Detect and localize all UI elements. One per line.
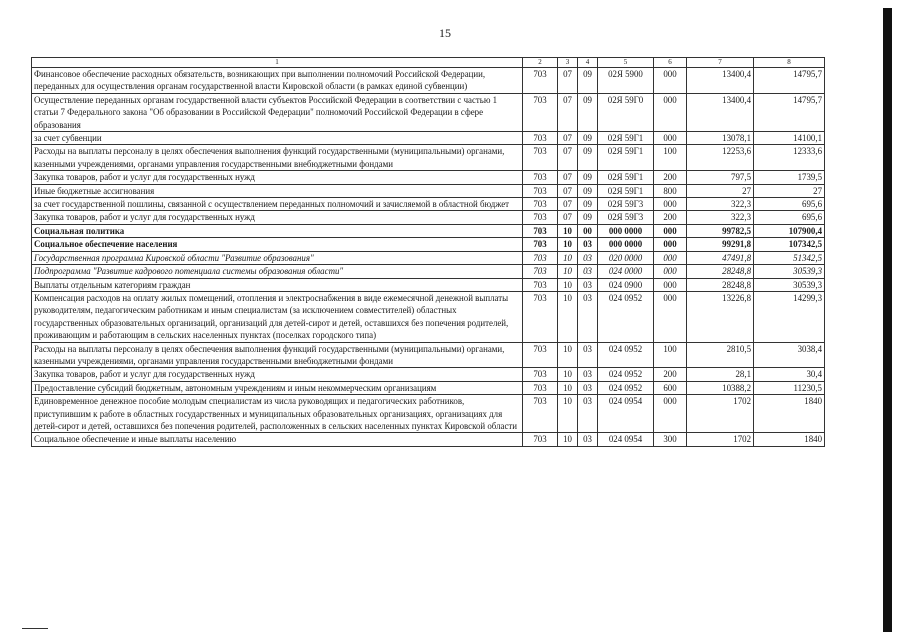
amount-cell: 13400,4 <box>687 93 754 131</box>
target-article-cell: 024 0952 <box>598 368 654 381</box>
target-article-cell: 024 0954 <box>598 433 654 446</box>
code-cell: 703 <box>523 395 558 433</box>
target-article-cell: 024 0952 <box>598 291 654 342</box>
amount-cell: 12333,6 <box>754 145 825 171</box>
amount-cell: 47491,8 <box>687 251 754 264</box>
expense-type-cell: 000 <box>654 238 687 251</box>
row-name-cell: Единовременное денежное пособие молодым специалистам из числа руководящих и педагогических работников, приступившим к работе в областных государственных и муниципальных образовательных организациях, организациях для детей-сирот и детей, оставшихся без попечения родителей, расположенных в сельских населенных пунктах Кировской области <box>32 395 523 433</box>
subsection-cell: 03 <box>578 395 598 433</box>
expense-type-cell: 000 <box>654 291 687 342</box>
expense-type-cell: 200 <box>654 368 687 381</box>
row-name-cell: Социальное обеспечение населения <box>32 238 523 251</box>
amount-cell: 3038,4 <box>754 342 825 368</box>
header-cell: 7 <box>687 58 754 68</box>
target-article-cell: 02Я 5900 <box>598 68 654 94</box>
table-row <box>32 211 825 224</box>
row-name-cell: Подпрограмма "Развитие кадрового потенциала системы образования области" <box>32 265 523 278</box>
amount-cell: 27 <box>687 184 754 197</box>
page-number: 15 <box>439 26 451 40</box>
section-cell: 07 <box>558 198 578 211</box>
code-cell: 703 <box>523 145 558 171</box>
header-cell: 5 <box>598 58 654 68</box>
table-row <box>32 368 825 381</box>
amount-cell: 28248,8 <box>687 278 754 291</box>
code-cell: 703 <box>523 238 558 251</box>
code-cell: 703 <box>523 433 558 446</box>
row-name-cell: Предоставление субсидий бюджетным, автономным учреждениям и иным некоммерческим организациям <box>32 381 523 394</box>
code-cell: 703 <box>523 251 558 264</box>
header-cell: 2 <box>523 58 558 68</box>
amount-cell: 51342,5 <box>754 251 825 264</box>
target-article-cell: 024 0952 <box>598 342 654 368</box>
section-cell: 10 <box>558 251 578 264</box>
amount-cell: 14795,7 <box>754 93 825 131</box>
amount-cell: 13226,8 <box>687 291 754 342</box>
subsection-cell: 09 <box>578 184 598 197</box>
expense-type-cell: 300 <box>654 433 687 446</box>
table-row <box>32 342 825 368</box>
table-row <box>32 198 825 211</box>
amount-cell: 1702 <box>687 395 754 433</box>
amount-cell: 10388,2 <box>687 381 754 394</box>
table-row <box>32 238 825 251</box>
subsection-cell: 03 <box>578 342 598 368</box>
header-cell: 8 <box>754 58 825 68</box>
header-cell: 1 <box>32 58 523 68</box>
subsection-cell: 03 <box>578 368 598 381</box>
table-row <box>32 278 825 291</box>
budget-table <box>31 57 825 447</box>
amount-cell: 14795,7 <box>754 68 825 94</box>
target-article-cell: 024 0000 <box>598 265 654 278</box>
expense-type-cell: 800 <box>654 184 687 197</box>
table-row <box>32 291 825 342</box>
amount-cell: 99782,5 <box>687 224 754 237</box>
table-row <box>32 184 825 197</box>
amount-cell: 695,6 <box>754 211 825 224</box>
amount-cell: 30,4 <box>754 368 825 381</box>
section-cell: 10 <box>558 265 578 278</box>
row-name-cell: Выплаты отдельным категориям граждан <box>32 278 523 291</box>
table-row <box>32 251 825 264</box>
expense-type-cell: 200 <box>654 171 687 184</box>
header-cell: 4 <box>578 58 598 68</box>
code-cell: 703 <box>523 265 558 278</box>
code-cell: 703 <box>523 93 558 131</box>
subsection-cell: 09 <box>578 198 598 211</box>
amount-cell: 2810,5 <box>687 342 754 368</box>
section-cell: 10 <box>558 278 578 291</box>
expense-type-cell: 000 <box>654 68 687 94</box>
subsection-cell: 03 <box>578 433 598 446</box>
amount-cell: 13400,4 <box>687 68 754 94</box>
section-cell: 07 <box>558 184 578 197</box>
subsection-cell: 09 <box>578 145 598 171</box>
section-cell: 10 <box>558 238 578 251</box>
amount-cell: 322,3 <box>687 211 754 224</box>
footer-mark <box>22 628 48 629</box>
table-row <box>32 433 825 446</box>
amount-cell: 695,6 <box>754 198 825 211</box>
code-cell: 703 <box>523 184 558 197</box>
target-article-cell: 020 0000 <box>598 251 654 264</box>
expense-type-cell: 200 <box>654 211 687 224</box>
table-row <box>32 145 825 171</box>
row-name-cell: Иные бюджетные ассигнования <box>32 184 523 197</box>
amount-cell: 1840 <box>754 395 825 433</box>
table-body <box>32 68 825 447</box>
code-cell: 703 <box>523 342 558 368</box>
table-row <box>32 171 825 184</box>
expense-type-cell: 100 <box>654 342 687 368</box>
table-row <box>32 132 825 145</box>
section-cell: 07 <box>558 211 578 224</box>
row-name-cell: Закупка товаров, работ и услуг для государственных нужд <box>32 368 523 381</box>
section-cell: 10 <box>558 342 578 368</box>
code-cell: 703 <box>523 211 558 224</box>
expense-type-cell: 000 <box>654 278 687 291</box>
expense-type-cell: 000 <box>654 93 687 131</box>
row-name-cell: за счет субвенции <box>32 132 523 145</box>
row-name-cell: Социальная политика <box>32 224 523 237</box>
subsection-cell: 03 <box>578 265 598 278</box>
table-row <box>32 265 825 278</box>
row-name-cell: Закупка товаров, работ и услуг для государственных нужд <box>32 171 523 184</box>
subsection-cell: 09 <box>578 68 598 94</box>
expense-type-cell: 000 <box>654 224 687 237</box>
row-name-cell: Финансовое обеспечение расходных обязательств, возникающих при выполнении полномочий Российской Федерации, переданных для осуществления органам государственной власти Кировской области (в рамках единой субвенции) <box>32 68 523 94</box>
amount-cell: 107900,4 <box>754 224 825 237</box>
section-cell: 10 <box>558 433 578 446</box>
table-row <box>32 68 825 94</box>
amount-cell: 30539,3 <box>754 265 825 278</box>
expense-type-cell: 000 <box>654 395 687 433</box>
section-cell: 10 <box>558 381 578 394</box>
expense-type-cell: 000 <box>654 251 687 264</box>
amount-cell: 13078,1 <box>687 132 754 145</box>
header-cell: 6 <box>654 58 687 68</box>
section-cell: 07 <box>558 68 578 94</box>
row-name-cell: Закупка товаров, работ и услуг для государственных нужд <box>32 211 523 224</box>
subsection-cell: 09 <box>578 171 598 184</box>
subsection-cell: 03 <box>578 291 598 342</box>
code-cell: 703 <box>523 198 558 211</box>
header-row <box>32 58 825 68</box>
subsection-cell: 09 <box>578 93 598 131</box>
amount-cell: 1702 <box>687 433 754 446</box>
amount-cell: 99291,8 <box>687 238 754 251</box>
amount-cell: 797,5 <box>687 171 754 184</box>
code-cell: 703 <box>523 68 558 94</box>
amount-cell: 14299,3 <box>754 291 825 342</box>
subsection-cell: 03 <box>578 238 598 251</box>
expense-type-cell: 000 <box>654 198 687 211</box>
row-name-cell: Расходы на выплаты персоналу в целях обеспечения выполнения функций государственными (муниципальными) органами, казенными учреждениями, органами управления государственными внебюджетными фондами <box>32 342 523 368</box>
amount-cell: 12253,6 <box>687 145 754 171</box>
target-article-cell: 02Я 59Г0 <box>598 93 654 131</box>
expense-type-cell: 600 <box>654 381 687 394</box>
row-name-cell: Осуществление переданных органам государственной власти субъектов Российской Федерации в соответствии с частью 1 статьи 7 Федерального закона "Об образовании в Российской Федерации" полномочий Российской Федерации в сфере образования <box>32 93 523 131</box>
target-article-cell: 000 0000 <box>598 238 654 251</box>
target-article-cell: 02Я 59Г1 <box>598 132 654 145</box>
code-cell: 703 <box>523 132 558 145</box>
amount-cell: 107342,5 <box>754 238 825 251</box>
section-cell: 10 <box>558 368 578 381</box>
subsection-cell: 03 <box>578 278 598 291</box>
subsection-cell: 09 <box>578 132 598 145</box>
expense-type-cell: 100 <box>654 145 687 171</box>
target-article-cell: 000 0000 <box>598 224 654 237</box>
row-name-cell: за счет государственной пошлины, связанной с осуществлением переданных полномочий и зачисляемой в областной бюджет <box>32 198 523 211</box>
table-row <box>32 93 825 131</box>
amount-cell: 30539,3 <box>754 278 825 291</box>
subsection-cell: 03 <box>578 251 598 264</box>
row-name-cell: Расходы на выплаты персоналу в целях обеспечения выполнения функций государственными (муниципальными) органами, казенными учреждениями, органами управления государственными внебюджетными фондами <box>32 145 523 171</box>
code-cell: 703 <box>523 381 558 394</box>
section-cell: 07 <box>558 145 578 171</box>
code-cell: 703 <box>523 278 558 291</box>
row-name-cell: Компенсация расходов на оплату жилых помещений, отопления и электроснабжения в виде ежемесячной денежной выплаты руководителям, педагогическим работникам и иным специалистам (за исключением совместителей) областных государственных образовательных организаций, организаций для детей-сирот и детей, оставшихся без попечения родителей, проживающим и работающим в сельских населенных пунктах (поселках городского типа) <box>32 291 523 342</box>
header-cell: 3 <box>558 58 578 68</box>
expense-type-cell: 000 <box>654 132 687 145</box>
scan-edge-bar <box>883 8 892 632</box>
code-cell: 703 <box>523 171 558 184</box>
amount-cell: 28,1 <box>687 368 754 381</box>
target-article-cell: 024 0954 <box>598 395 654 433</box>
target-article-cell: 02Я 59Г1 <box>598 184 654 197</box>
amount-cell: 14100,1 <box>754 132 825 145</box>
amount-cell: 1840 <box>754 433 825 446</box>
row-name-cell: Государственная программа Кировской области "Развитие образования" <box>32 251 523 264</box>
section-cell: 10 <box>558 291 578 342</box>
table-row <box>32 395 825 433</box>
subsection-cell: 00 <box>578 224 598 237</box>
code-cell: 703 <box>523 224 558 237</box>
section-cell: 10 <box>558 395 578 433</box>
section-cell: 07 <box>558 171 578 184</box>
section-cell: 07 <box>558 93 578 131</box>
table-row <box>32 224 825 237</box>
target-article-cell: 02Я 59Г1 <box>598 171 654 184</box>
target-article-cell: 02Я 59Г3 <box>598 211 654 224</box>
code-cell: 703 <box>523 368 558 381</box>
subsection-cell: 09 <box>578 211 598 224</box>
target-article-cell: 02Я 59Г1 <box>598 145 654 171</box>
expense-type-cell: 000 <box>654 265 687 278</box>
section-cell: 10 <box>558 224 578 237</box>
subsection-cell: 03 <box>578 381 598 394</box>
target-article-cell: 024 0952 <box>598 381 654 394</box>
amount-cell: 28248,8 <box>687 265 754 278</box>
amount-cell: 11230,5 <box>754 381 825 394</box>
target-article-cell: 02Я 59Г3 <box>598 198 654 211</box>
amount-cell: 322,3 <box>687 198 754 211</box>
row-name-cell: Социальное обеспечение и иные выплаты населению <box>32 433 523 446</box>
table-row <box>32 381 825 394</box>
amount-cell: 27 <box>754 184 825 197</box>
code-cell: 703 <box>523 291 558 342</box>
target-article-cell: 024 0900 <box>598 278 654 291</box>
section-cell: 07 <box>558 132 578 145</box>
amount-cell: 1739,5 <box>754 171 825 184</box>
